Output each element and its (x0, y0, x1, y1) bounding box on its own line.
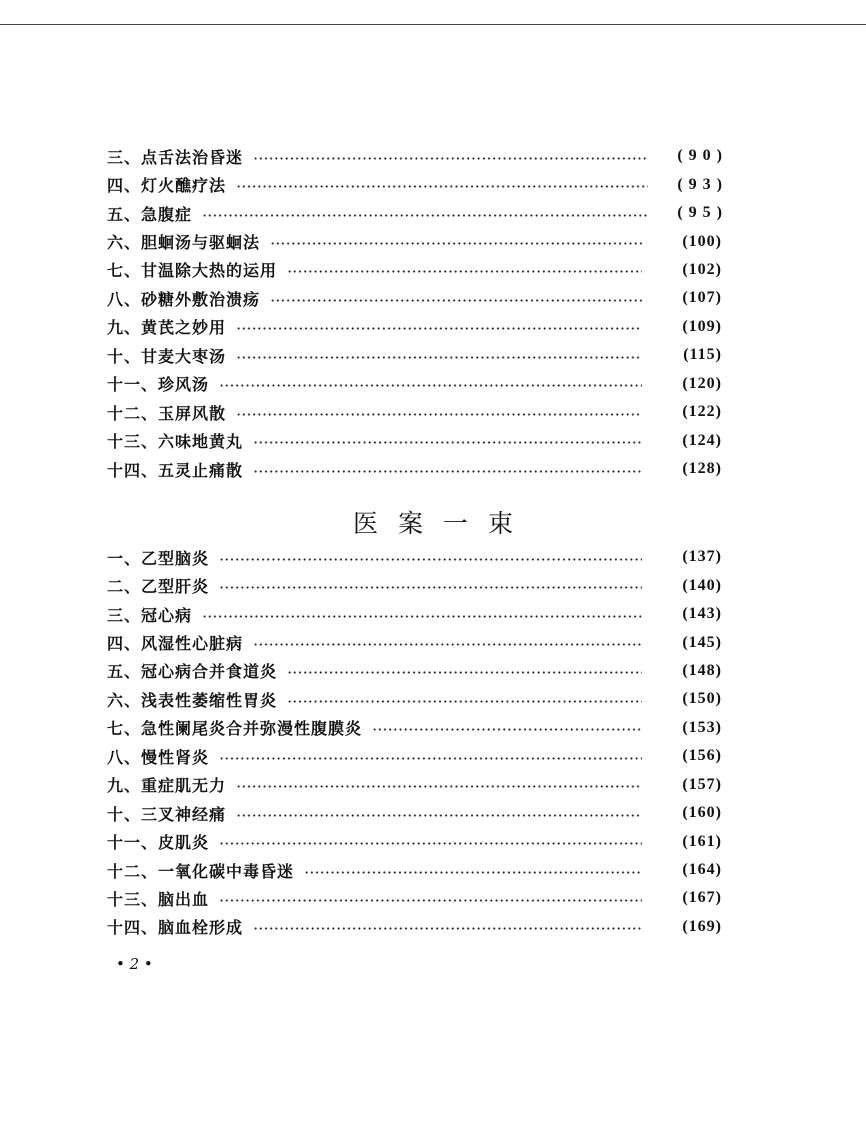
dot-leader (236, 785, 642, 788)
toc-entry (107, 284, 722, 312)
dot-leader (219, 757, 642, 760)
dot-leader (236, 814, 642, 817)
dot-leader (287, 671, 642, 674)
toc-entry-page: (120) (682, 374, 722, 392)
toc-entry-title: 九、黄芪之妙用 (107, 318, 227, 338)
dot-leader (287, 270, 642, 273)
toc-entry-page: (137) (682, 548, 722, 566)
toc-entry (107, 913, 722, 941)
toc-entry-title: 十、三叉神经痛 (107, 804, 227, 824)
toc-entry-page: (157) (682, 775, 722, 793)
dot-leader (253, 927, 642, 930)
toc-entry-title: 三、冠心病 (107, 605, 193, 625)
toc-entry-title: 四、灯火醮疗法 (107, 176, 227, 196)
dot-leader (304, 871, 642, 874)
toc-entry (107, 742, 722, 770)
toc-entry-page: (150) (682, 690, 722, 708)
dot-leader (372, 728, 642, 731)
toc-entry-page: (148) (682, 661, 722, 679)
toc-entry-page: (124) (682, 431, 722, 449)
toc-section-1 (107, 142, 728, 483)
toc-entry (107, 313, 722, 341)
section-heading: 医案一束 (352, 509, 533, 538)
toc-entry-title: 二、乙型肝炎 (107, 577, 210, 597)
toc-entry (107, 142, 728, 170)
top-rule (0, 24, 866, 25)
dot-leader (236, 356, 642, 359)
toc-entry-title: 十四、脑血栓形成 (107, 918, 244, 938)
toc-entry-page: (95) (677, 204, 728, 222)
dot-leader (253, 470, 642, 473)
toc-entry-title: 七、急性阑尾炎合并弥漫性腹膜炎 (107, 719, 363, 739)
toc-entry-title: 八、慢性肾炎 (107, 747, 210, 767)
toc-section-2 (107, 543, 722, 941)
toc-entry-page: (164) (682, 861, 722, 879)
toc-entry-title: 三、点舌法治昏迷 (107, 147, 244, 167)
toc-entry-page: (169) (682, 917, 722, 935)
dot-leader (236, 413, 642, 416)
toc-entry (107, 827, 722, 855)
toc-entry-title: 十一、珍风汤 (107, 375, 210, 395)
dot-leader (253, 157, 648, 160)
dot-leader (219, 558, 642, 561)
page-number: • 2 • (116, 955, 153, 973)
toc-entry-title: 十三、六味地黄丸 (107, 432, 244, 452)
toc-entry (107, 341, 722, 369)
toc-entry-page: (161) (682, 832, 722, 850)
toc-entry-title: 一、乙型脑炎 (107, 548, 210, 568)
toc-entry (107, 170, 728, 198)
dot-leader (202, 214, 648, 217)
toc-entry-title: 五、急腹症 (107, 204, 193, 224)
dot-leader (236, 185, 648, 188)
toc-entry-title: 十二、玉屏风散 (107, 403, 227, 423)
dot-leader (219, 384, 642, 387)
toc-entry (107, 799, 722, 827)
dot-leader (253, 643, 642, 646)
toc-entry-title: 六、胆蛔汤与驱蛔法 (107, 233, 261, 253)
toc-entry-title: 九、重症肌无力 (107, 776, 227, 796)
toc-entry (107, 771, 722, 799)
toc-entry (107, 657, 722, 685)
toc-entry-page: (90) (677, 147, 728, 165)
toc-entry-page: (115) (683, 346, 722, 364)
toc-entry-page: (109) (682, 317, 722, 335)
dot-leader (219, 899, 642, 902)
toc-entry (107, 543, 722, 571)
toc-entry-title: 七、甘温除大热的运用 (107, 261, 278, 281)
toc-entry-page: (102) (682, 260, 722, 278)
dot-leader (202, 615, 642, 618)
dot-leader (270, 242, 642, 245)
toc-entry-title: 十二、一氧化碳中毒昏迷 (107, 861, 295, 881)
toc-entry-page: (128) (682, 460, 722, 478)
toc-entry (107, 884, 722, 912)
toc-entry (107, 685, 722, 713)
toc-entry-title: 十、甘麦大枣汤 (107, 346, 227, 366)
toc-entry-page: (93) (677, 175, 728, 193)
toc-entry (107, 256, 722, 284)
toc-entry (107, 455, 722, 483)
toc-entry-page: (156) (682, 747, 722, 765)
dot-leader (219, 842, 642, 845)
toc-entry-page: (160) (682, 804, 722, 822)
toc-entry-page: (143) (682, 605, 722, 623)
toc-entry-page: (140) (682, 576, 722, 594)
toc-entry (107, 571, 722, 599)
toc-entry-page: (107) (682, 289, 722, 307)
toc-entry-title: 十一、皮肌炎 (107, 833, 210, 853)
toc-entry (107, 714, 722, 742)
toc-entry-page: (145) (682, 633, 722, 651)
toc-entry-title: 五、冠心病合并食道炎 (107, 662, 278, 682)
dot-leader (287, 700, 642, 703)
toc-entry (107, 426, 722, 454)
toc-entry (107, 628, 722, 656)
toc-entry (107, 600, 722, 628)
dot-leader (253, 441, 642, 444)
toc-entry (107, 856, 722, 884)
dot-leader (219, 586, 642, 589)
toc-entry-title: 四、风湿性心脏病 (107, 634, 244, 654)
toc-entry-title: 六、浅表性萎缩性胃炎 (107, 690, 278, 710)
toc-entry-page: (167) (682, 889, 722, 907)
toc-entry-page: (122) (682, 403, 722, 421)
toc-entry-title: 十三、脑出血 (107, 889, 210, 909)
toc-entry (107, 370, 722, 398)
dot-leader (236, 327, 642, 330)
toc-entry-title: 十四、五灵止痛散 (107, 460, 244, 480)
toc-entry-page: (100) (682, 232, 722, 250)
toc-entry-page: (153) (682, 718, 722, 736)
dot-leader (270, 299, 642, 302)
toc-entry (107, 227, 722, 255)
toc-entry (107, 199, 728, 227)
toc-entry (107, 398, 722, 426)
toc-entry-title: 八、砂糖外敷治溃疡 (107, 289, 261, 309)
